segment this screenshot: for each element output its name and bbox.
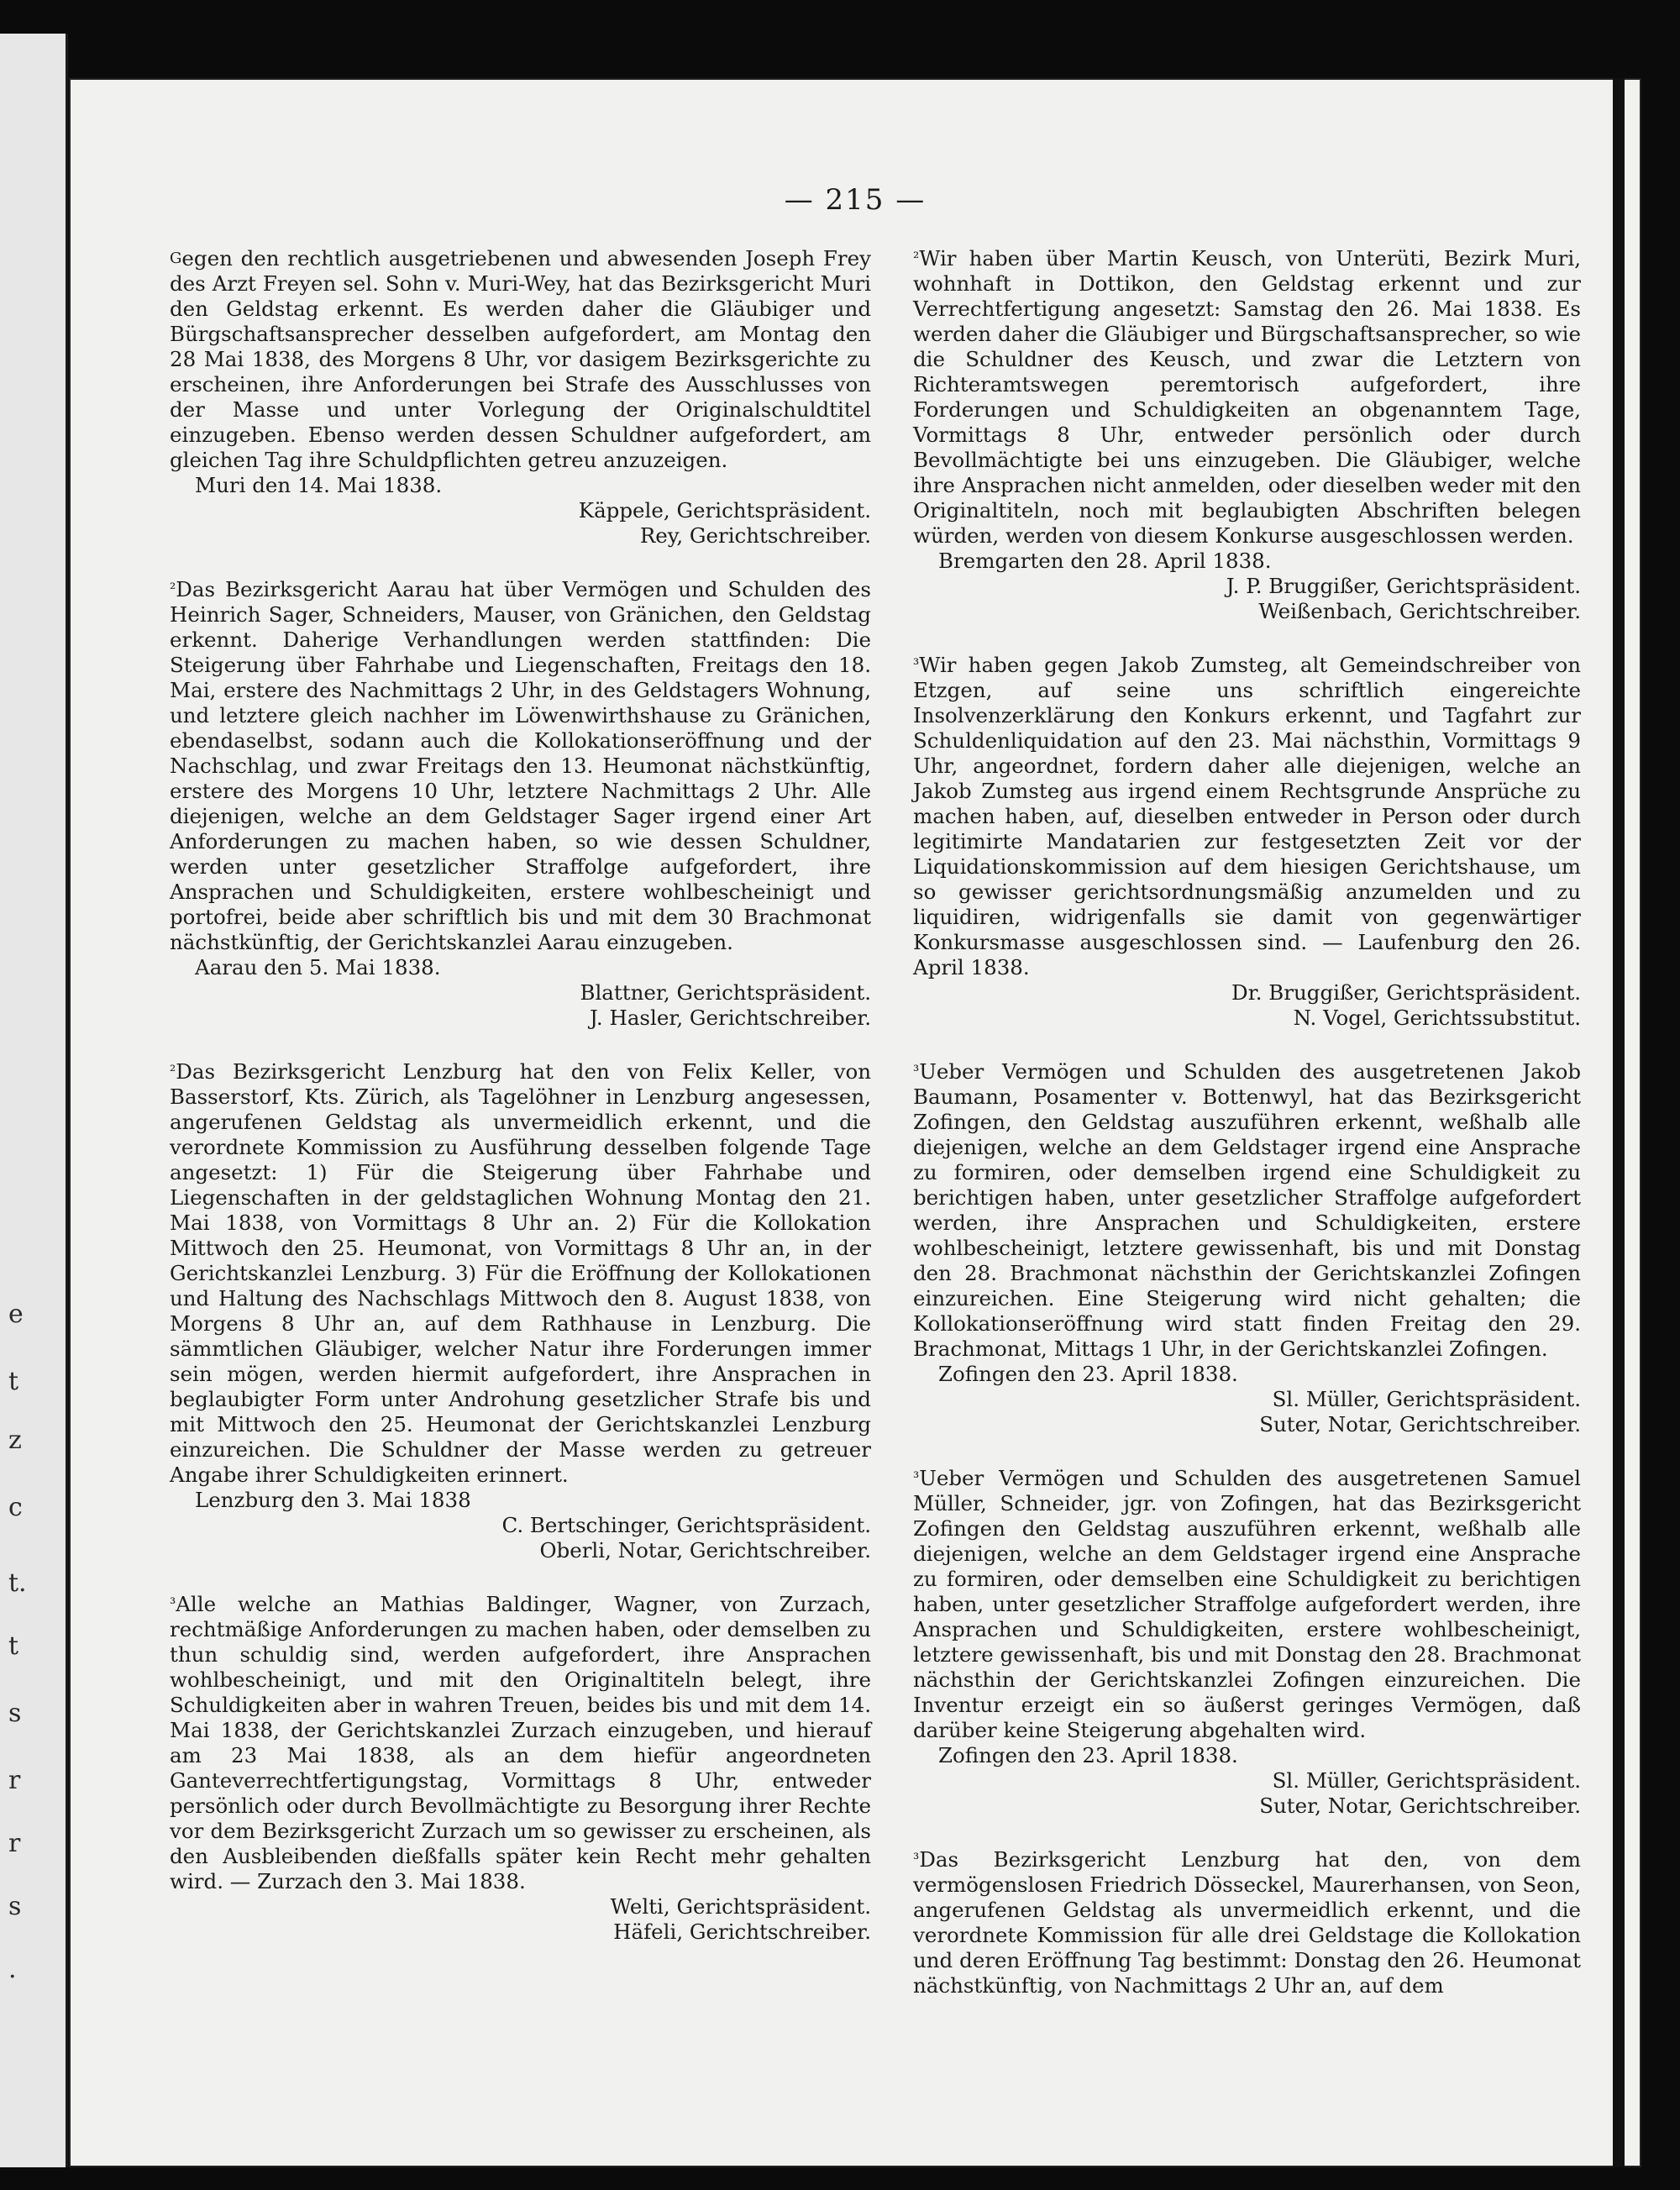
- notice-text: ³Wir haben gegen Jakob Zumsteg, alt Gemeindschreiber von Etzgen, auf seine uns schriftlich eingereichte Insolvenzerklärung den Konkurs erkennt, und Tagfahrt zur Schuldenliquidation auf den 23. Mai nächsthin, Vormittags 9 Uhr, angeordnet, fordern daher alle diejenigen, welche an Jakob Zumsteg aus irgend einem Rechtsgrunde Ansprüche zu machen haben, auf, dieselben entweder in Person oder durch legitimirte Mandatarien zur festgesetzten Zeit vor der Liquidationskommission auf dem hiesigen Gerichtshause, um so gewisser gerichtsordnungsmäßig anzumelden und zu liquidiren, widrigenfalls sie damit von gegenwärtiger Konkursmasse ausgeschlossen sind. — Laufenburg den 26. April 1838.: [913, 653, 1581, 979]
- notice-place-date: Zofingen den 23. April 1838.: [938, 1362, 1238, 1386]
- notice-place-date: Aarau den 5. Mai 1838.: [195, 955, 441, 979]
- notice: [913, 246, 1581, 624]
- prev-page-fragment: e: [8, 1300, 24, 1329]
- notice-signature: Dr. Bruggißer, Gerichtspräsident.: [1231, 980, 1581, 1005]
- notice-place-date: Bremgarten den 28. April 1838.: [938, 549, 1272, 573]
- notice-text: Gegen den rechtlich ausgetriebenen und abwesenden Joseph Frey des Arzt Freyen sel. Sohn v. Muri-Wey, hat das Bezirksgericht Muri den Geldstag erkennt. Es werden daher die Gläubiger und Bürgschaftsansprecher desselben aufgefordert, am Montag den 28 Mai 1838, des Morgens 8 Uhr, vor dasigem Bezirksgerichte zu erscheinen, ihre Anforderungen bei Strafe des Ausschlusses von der Masse und unter Vorlegung der Originalschuldtitel einzugeben. Ebenso werden dessen Schuldner aufgefordert, am gleichen Tag ihre Schuldpflichten getreu anzuzeigen.: [170, 246, 871, 472]
- notice: [170, 1592, 871, 1945]
- prev-page-fragment: t.: [8, 1568, 27, 1598]
- prev-page-fragment: c: [8, 1493, 23, 1522]
- notice: [170, 1059, 871, 1563]
- prev-page-fragment: .: [8, 1955, 17, 1984]
- notice: [913, 1059, 1581, 1437]
- notice-text: ³Alle welche an Mathias Baldinger, Wagner, von Zurzach, rechtmäßige Anforderungen zu machen haben, oder demselben zu thun schuldig sind, werden aufgefordert, ihre Ansprachen wohlbescheinigt, und mit den Originaltiteln belegt, ihre Schuldigkeiten aber in wahren Treuen, beides bis und mit dem 14. Mai 1838, der Gerichtskanzlei Zurzach einzugeben, und hierauf am 23 Mai 1838, als an dem hiefür angeordneten Ganteverrechtfertigungstag, Vormittags 8 Uhr, entweder persönlich oder durch Bevollmächtigte zu Besorgung ihrer Rechte vor dem Bezirksgericht Zurzach um so gewisser zu erscheinen, als den Ausbleibenden dießfalls später kein Recht mehr gehalten wird. — Zurzach den 3. Mai 1838.: [170, 1592, 871, 1893]
- notice-signature: Sl. Müller, Gerichtspräsident.: [1272, 1387, 1581, 1411]
- notice-text: ²Das Bezirksgericht Lenzburg hat den von Felix Keller, von Basserstorf, Kts. Zürich, als Tagelöhner in Lenzburg angesessen, angerufenen Geldstag als unvermeidlich erkennt, und die verordnete Kommission zu Ausführung desselben folgende Tage angesetzt: 1) Für die Steigerung über Fahrhabe und Liegenschaften in der geldstaglichen Wohnung Montag den 21. Mai 1838, von Vormittags 8 Uhr an. 2) Für die Kollokation Mittwoch den 25. Heumonat, von Vormittags 8 Uhr an, in der Gerichtskanzlei Lenzburg. 3) Für die Eröffnung der Kollokationen und Haltung des Nachschlags Mittwoch den 8. August 1838, von Morgens 8 Uhr an, auf dem Rathhause in Lenzburg. Die sämmtlichen Gläubiger, welcher Natur ihre Forderungen immer sein mögen, werden hiermit aufgefordert, ihre Ansprachen in beglaubigter Form unter Androhung gesetzlicher Strafe bis und mit Mittwoch den 25. Heumonat der Gerichtskanzlei Lenzburg einzureichen. Die Schuldner der Masse werden zu getreuer Angabe ihrer Schuldigkeiten erinnert.: [170, 1059, 871, 1487]
- notice-signature: J. Hasler, Gerichtschreiber.: [589, 1006, 871, 1030]
- page-edge-shadow: [1613, 78, 1625, 2167]
- prev-page-fragment: s: [8, 1892, 22, 1921]
- right-column: [913, 246, 1581, 2027]
- notice-place-date: Lenzburg den 3. Mai 1838: [195, 1488, 471, 1512]
- notice-text: ²Wir haben über Martin Keusch, von Unterüti, Bezirk Muri, wohnhaft in Dottikon, den Geldstag erkennt und zur Verrechtfertigung angesetzt: Samstag den 26. Mai 1838. Es werden daher die Gläubiger und Bürgschaftsansprecher, so wie die Schuldner des Keusch, und zwar die Letztern von Richteramtswegen peremtorisch aufgefordert, ihre Forderungen und Schuldigkeiten an obgenanntem Tage, Vormittags 8 Uhr, entweder persönlich oder durch Bevollmächtigte bei uns einzugeben. Die Gläubiger, welche ihre Ansprachen nicht anmelden, oder dieselben weder mit den Originaltiteln, noch mit beglaubigten Abschriften belegen würden, werden von diesem Konkurse ausgeschlossen werden.: [913, 246, 1581, 548]
- notice: [913, 653, 1581, 1031]
- notice-signature: Rey, Gerichtschreiber.: [639, 523, 871, 548]
- prev-page-fragment: t: [8, 1631, 19, 1661]
- notice-signature: J. P. Bruggißer, Gerichtspräsident.: [1226, 574, 1581, 598]
- notice-text: ²Das Bezirksgericht Aarau hat über Vermögen und Schulden des Heinrich Sager, Schneiders, Mauser, von Gränichen, den Geldstag erkennt. Daherige Verhandlungen werden stattfinden: Die Steigerung über Fahrhabe und Liegenschaften, Freitags den 18. Mai, erstere des Nachmittags 2 Uhr, in des Geldstagers Wohnung, und letztere gleich nachher im Löwenwirthshause zu Gränichen, ebendaselbst, sodann auch die Kollokationseröffnung und der Nachschlag, und zwar Freitags den 13. Heumonat nächstkünftig, erstere des Morgens 10 Uhr, letztere Nachmittags 2 Uhr. Alle diejenigen, welche an dem Geldstager Sager irgend einer Art Anforderungen zu machen haben, so wie dessen Schuldner, werden unter gesetzlicher Straffolge aufgefordert, ihre Ansprachen und Schuldigkeiten, erstere wohlbescheinigt und portofrei, beide aber schriftlich bis und mit dem 30 Brachmonat nächstkünftig, der Gerichtskanzlei Aarau einzugeben.: [170, 577, 871, 954]
- prev-page-fragment: t: [8, 1367, 19, 1396]
- notice-signature: Sl. Müller, Gerichtspräsident.: [1272, 1768, 1581, 1793]
- notice-signature: N. Vogel, Gerichtssubstitut.: [1293, 1006, 1581, 1030]
- notice-place-date: Zofingen den 23. April 1838.: [938, 1743, 1238, 1767]
- notice-text: ³Das Bezirksgericht Lenzburg hat den, von dem vermögenslosen Friedrich Dösseckel, Maurerhansen, von Seon, angerufenen Geldstag als unvermeidlich erkennt, und die verordnete Kommission für alle drei Geldstage die Kollokation und deren Eröffnung Tag bestimmt: Donstag den 26. Heumonat nächstkünftig, von Nachmittags 2 Uhr an, auf dem: [913, 1847, 1581, 1998]
- notice-signature: Oberli, Notar, Gerichtschreiber.: [539, 1538, 871, 1562]
- notice-signature: Blattner, Gerichtspräsident.: [580, 980, 871, 1005]
- notice: [170, 577, 871, 1031]
- notice-text: ³Ueber Vermögen und Schulden des ausgetretenen Jakob Baumann, Posamenter v. Bottenwyl, hat das Bezirksgericht Zofingen, den Geldstag auszuführen erkennt, weßhalb alle diejenigen, welche an dem Geldstager irgend eine Ansprache zu formiren, oder demselben irgend eine Schuldigkeit zu berichtigen haben, unter gesetzlicher Straffolge aufgefordert werden, ihre Ansprachen und Schuldigkeiten, erstere wohlbescheinigt, letztere gewissenhaft, bis und mit Donstag den 28. Brachmonat nächsthin der Gerichtskanzlei Zofingen einzureichen. Eine Steigerung wird nicht gehalten; die Kollokationseröffnung wird statt finden Freitag den 29. Brachmonat, Mittags 1 Uhr, in der Gerichtskanzlei Zofingen.: [913, 1059, 1581, 1361]
- previous-page-edge: [0, 34, 68, 2167]
- notice-signature: Suter, Notar, Gerichtschreiber.: [1259, 1412, 1581, 1436]
- notice: [170, 246, 871, 549]
- notice-signature: Welti, Gerichtspräsident.: [610, 1894, 871, 1919]
- prev-page-fragment: z: [8, 1426, 22, 1455]
- notice: [913, 1466, 1581, 1819]
- notice-signature: C. Bertschinger, Gerichtspräsident.: [501, 1513, 871, 1537]
- newspaper-page: [69, 78, 1641, 2167]
- notice-place-date: Muri den 14. Mai 1838.: [195, 473, 443, 497]
- notice-signature: Suter, Notar, Gerichtschreiber.: [1259, 1793, 1581, 1818]
- prev-page-fragment: r: [8, 1829, 21, 1858]
- notice-signature: Käppele, Gerichtspräsident.: [578, 498, 871, 523]
- prev-page-fragment: s: [8, 1699, 22, 1728]
- notice-text: ³Ueber Vermögen und Schulden des ausgetretenen Samuel Müller, Schneider, jgr. von Zofingen, hat das Bezirksgericht Zofingen den Geldstag auszuführen erkennt, weßhalb alle diejenigen, welche an dem Geldstager irgend eine Ansprache zu formiren, oder demselben eine Schuldigkeit zu berichtigen haben, unter gesetzlicher Straffolge aufgefordert werden, ihre Ansprachen und Schuldigkeiten, erstere wohlbescheinigt, letztere gewissenhaft, bis und mit Donstag den 28. Brachmonat nächsthin der Gerichtskanzlei Zofingen einzureichen. Die Inventur erzeigt ein so äußerst geringes Vermögen, daß darüber keine Steigerung abgehalten wird.: [913, 1466, 1581, 1742]
- notice-signature: Häfeli, Gerichtschreiber.: [613, 1920, 871, 1944]
- left-column: [170, 246, 871, 1973]
- notice: [913, 1847, 1581, 1998]
- page-number: — 215 —: [784, 183, 927, 217]
- prev-page-fragment: r: [8, 1766, 21, 1795]
- notice-signature: Weißenbach, Gerichtschreiber.: [1258, 599, 1581, 623]
